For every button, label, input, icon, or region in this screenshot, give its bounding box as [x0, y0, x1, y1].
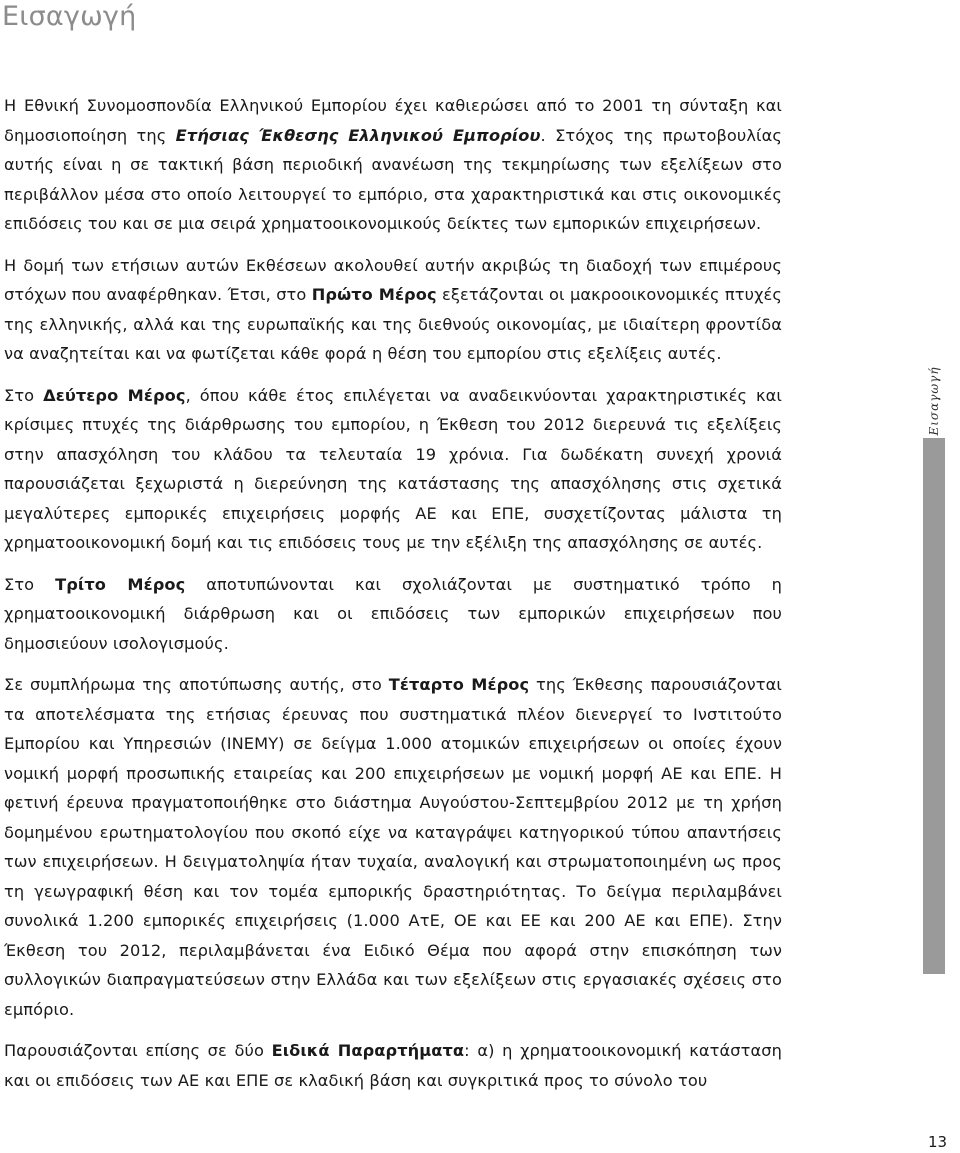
- paragraph-intro: [4, 91, 782, 239]
- body-text: [4, 91, 782, 1107]
- paragraph-text: αποτυπώνονται και σχολιάζονται με συστηματικό τρόπο η χρηματοοικονομική διάρθρωση και οι επιδόσεις των εμπορικών επιχειρήσεων που δημοσιεύουν ισολογισμούς.: [4, 574, 782, 653]
- part-three-emphasis: Τρίτο Μέρος: [55, 574, 186, 594]
- paragraph-appendices: [4, 1036, 782, 1095]
- paragraph-text: Στο: [4, 385, 44, 405]
- part-four-emphasis: Τέταρτο Μέρος: [388, 675, 530, 694]
- paragraph-text: της Έκθεσης παρουσιάζονται τα αποτελέσματα της ετήσιας έρευνας που συστηματικά πλέον διενεργεί το Ινστιτούτο Εμπορίου και Υπηρεσιών (ΙΝΕΜΥ) σε δείγμα 1.000 ατομικών επιχειρήσεων οι οποίες έχουν νομική μορφή προσωπικής εταιρείας και 200 επιχειρήσεων με νομική μορφή ΑΕ και ΕΠΕ. Η φετινή έρευνα πραγματοποιήθηκε στο διάστημα Αυγούστου-Σεπτεμβρίου 2012 με τη χρήση δομημένου ερωτηματολογίου που σκοπό είχε να καταγράψει κατηγορικού τύπου απαντήσεις των επιχειρήσεων. Η δειγματοληψία ήταν τυχαία, αναλογική και στρωματοποιημένη ως προς τη γεωγραφική θέση και τον τομέα εμπορικής δραστηριότητας. Το δείγμα περιλαμβάνει συνολικά 1.200 εμπορικές επιχειρήσεις (1.000 ΑτΕ, ΟΕ και ΕΕ και 200 ΑΕ και ΕΠΕ). Στην Έκθεση του 2012, περιλαμβάνεται ένα Ειδικό Θέμα που αφορά στην επισκόπηση των συλλογικών διαπραγματεύσεων στην Ελλάδα και των εξελίξεων στις εργασιακές σχέσεις στο εμπόριο.: [4, 675, 782, 1019]
- paragraph-text: Στο: [4, 574, 56, 594]
- paragraph-text: εξετάζονται οι μακροοικονομικές πτυχές της ελληνικής, αλλά και της ευρωπαϊκής και της διεθνούς οικονομίας, με ιδιαίτερη φροντίδα να αναζητείται και να φωτίζεται κάθε φορά η θέση του εμπορίου στις εξελίξεις αυτές.: [4, 285, 782, 363]
- report-title-emphasis: Ετήσιας Έκθεσης Ελληνικού Εμπορίου: [175, 125, 541, 145]
- paragraph-text: Σε συμπλήρωμα της αποτύπωσης αυτής, στο: [4, 675, 389, 694]
- page-number: 13: [928, 1133, 948, 1151]
- paragraph-part-one: [4, 251, 782, 369]
- paragraph-part-four: [4, 670, 782, 1024]
- paragraph-text: , όπου κάθε έτος επιλέγεται να αναδεικνύονται χαρακτηριστικές και κρίσιμες πτυχές της διάρθρωσης του εμπορίου, η Έκθεση του 2012 διερευνά τις εξελίξεις στην απασχόληση του κλάδου τα τελευταία 19 χρόνια. Για δωδέκατη συνεχή χρονιά παρουσιάζεται ξεχωριστά η διερεύνηση της κατάστασης της απασχόλησης στις σχετικά μεγαλύτερες εμπορικές επιχειρήσεις μορφής ΑΕ και ΕΠΕ, συσχετίζοντας μάλιστα τη χρηματοοικονομική δομή και τις επιδόσεις τους με την εξέλιξη της απασχόλησης σε αυτές.: [4, 385, 782, 552]
- appendices-emphasis: Ειδικά Παραρτήματα: [271, 1041, 465, 1060]
- page-title: Εισαγωγή: [2, 1, 137, 32]
- paragraph-part-two: [4, 381, 782, 558]
- part-one-emphasis: Πρώτο Μέρος: [311, 285, 437, 304]
- paragraph-text: . Στόχος της πρωτοβουλίας αυτής είναι η σε τακτική βάση περιοδική ανανέωση της τεκμηρίωσης των εξελίξεων στο περιβάλλον μέσα στο οποίο λειτουργεί το εμπόριο, στα χαρακτηριστικά και στις οικονομικές επιδόσεις του και σε μια σειρά χρηματοοικονομικούς δείκτες των εμπορικών επιχειρήσεων.: [4, 125, 782, 233]
- side-section-label: [916, 366, 952, 436]
- paragraph-text: Η Εθνική Συνομοσπονδία Ελληνικού Εμπορίου έχει καθιερώσει από το 2001 τη σύνταξη και δημοσιοποίηση της: [4, 96, 782, 145]
- side-section-label-text: Εισαγωγή: [927, 366, 941, 436]
- side-section-bar: [923, 438, 945, 974]
- paragraph-text: Παρουσιάζονται επίσης σε δύο: [4, 1041, 272, 1060]
- part-two-emphasis: Δεύτερο Μέρος: [43, 385, 186, 405]
- paragraph-part-three: [4, 570, 782, 659]
- paragraph-text: Η δομή των ετήσιων αυτών Εκθέσεων ακολουθεί αυτήν ακριβώς τη διαδοχή των επιμέρους στόχων που αναφέρθηκαν. Έτσι, στο: [4, 255, 782, 304]
- paragraph-text: : α) η χρηματοοικονομική κατάσταση και οι επιδόσεις των ΑΕ και ΕΠΕ σε κλαδική βάση και συγκριτικά προς το σύνολο του: [4, 1041, 782, 1090]
